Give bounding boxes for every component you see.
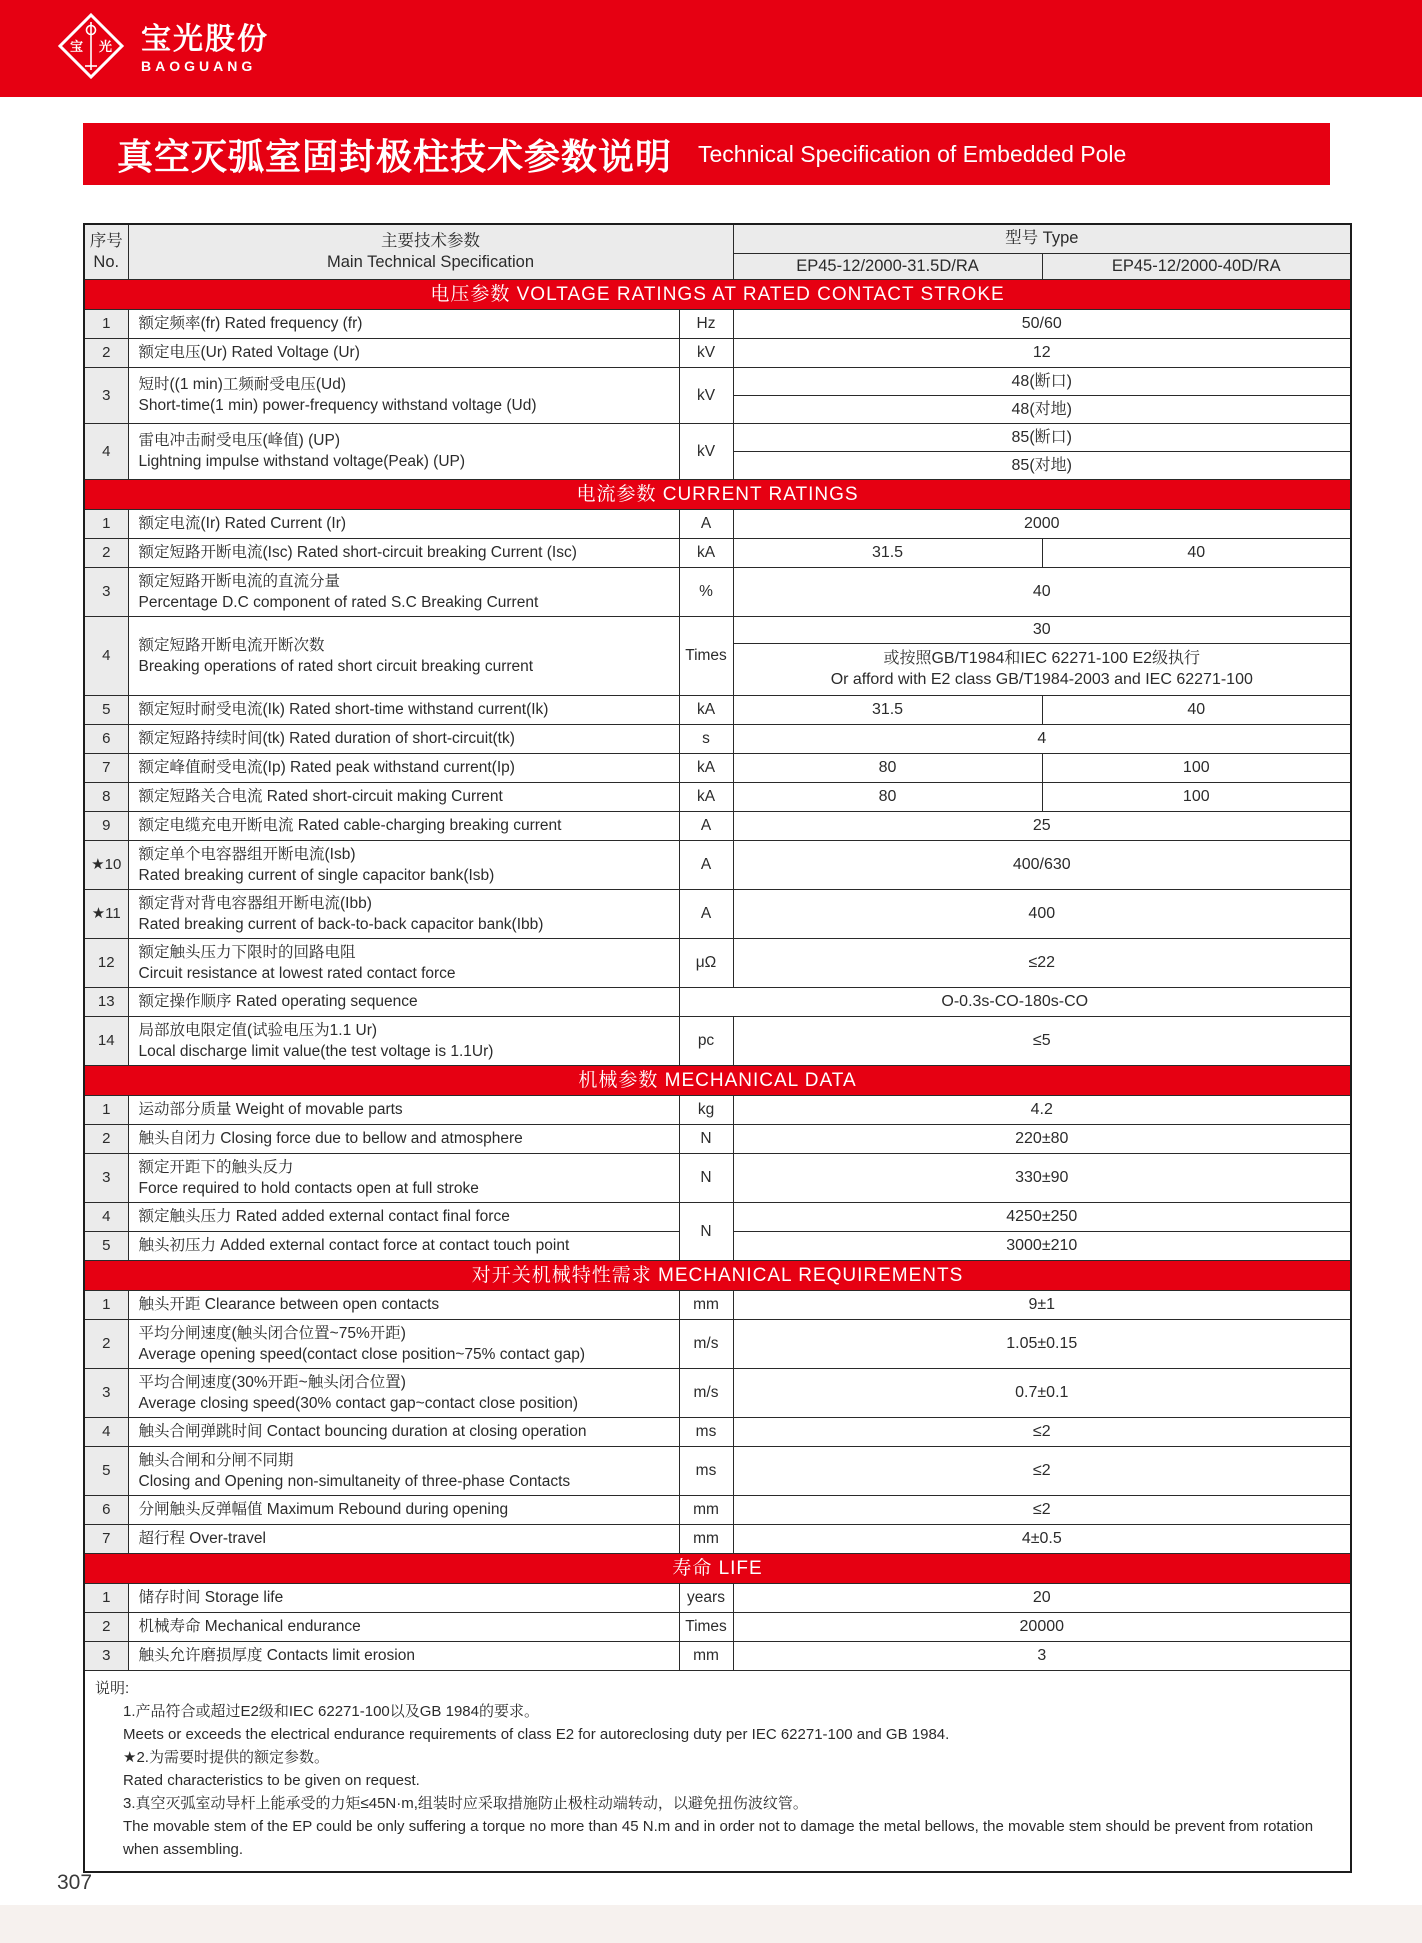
value: 20000	[733, 1612, 1351, 1641]
table-row	[84, 889, 1351, 938]
section-header-row	[84, 479, 1351, 509]
parameter-name: 超行程 Over-travel	[128, 1524, 679, 1553]
table-row	[84, 567, 1351, 616]
value: 2000	[733, 509, 1351, 538]
section-header: 机械参数 MECHANICAL DATA	[84, 1065, 1351, 1095]
parameter-name: 额定短路开断电流的直流分量 Percentage D.C component of rated S.C Breaking Current	[128, 567, 679, 616]
row-number: 1	[84, 1583, 128, 1612]
parameter-name: 触头允许磨损厚度 Contacts limit erosion	[128, 1641, 679, 1670]
parameter-name: 额定短路持续时间(tk) Rated duration of short-circuit(tk)	[128, 724, 679, 753]
value: 85(对地)	[733, 451, 1351, 479]
row-number: 3	[84, 1368, 128, 1417]
row-number: 3	[84, 1641, 128, 1670]
table-row	[84, 1583, 1351, 1612]
table-row	[84, 1290, 1351, 1319]
note-line: 1.产品符合或超过E2级和IEC 62271-100以及GB 1984的要求。	[123, 1702, 539, 1720]
table-row	[84, 338, 1351, 367]
table-row	[84, 509, 1351, 538]
footer-bar	[0, 1905, 1422, 1943]
table-row	[84, 1641, 1351, 1670]
row-number: 2	[84, 338, 128, 367]
row-number: 8	[84, 782, 128, 811]
parameter-name: 额定峰值耐受电流(Ip) Rated peak withstand current(Ip)	[128, 753, 679, 782]
table-row	[84, 938, 1351, 987]
unit: kA	[679, 695, 733, 724]
table-row	[84, 782, 1351, 811]
row-number: 2	[84, 1319, 128, 1368]
table-row	[84, 840, 1351, 889]
table-row	[84, 1124, 1351, 1153]
row-number: 5	[84, 1231, 128, 1260]
parameter-name: 机械寿命 Mechanical endurance	[128, 1612, 679, 1641]
row-number: 4	[84, 423, 128, 479]
spec-table	[83, 223, 1352, 1873]
value: 85(断口)	[733, 423, 1351, 451]
row-number: ★11	[84, 889, 128, 938]
row-number: 7	[84, 753, 128, 782]
unit: N	[679, 1153, 733, 1202]
value: ≤2	[733, 1417, 1351, 1446]
table-row	[84, 987, 1351, 1016]
table-row	[84, 1319, 1351, 1368]
unit: kA	[679, 753, 733, 782]
unit: m/s	[679, 1368, 733, 1417]
note-line: 3.真空灭弧室动导杆上能承受的力矩≤45N·m,组装时应采取措施防止极柱动端转动，以避免扭伤波纹管。	[123, 1794, 808, 1812]
value: 31.5	[733, 695, 1042, 724]
table-row	[84, 1524, 1351, 1553]
parameter-name: 平均分闸速度(触头闭合位置~75%开距) Average opening speed(contact close position~75% contact gap)	[128, 1319, 679, 1368]
parameter-name: 额定操作顺序 Rated operating sequence	[128, 987, 679, 1016]
unit: kV	[679, 367, 733, 423]
parameter-name: 额定电缆充电开断电流 Rated cable-charging breaking current	[128, 811, 679, 840]
section-header: 对开关机械特性需求 MECHANICAL REQUIREMENTS	[84, 1260, 1351, 1290]
unit: A	[679, 811, 733, 840]
unit: mm	[679, 1641, 733, 1670]
table-row	[84, 616, 1351, 643]
table-row	[84, 1446, 1351, 1495]
value: 50/60	[733, 309, 1351, 338]
parameter-name: 平均合闸速度(30%开距~触头闭合位置) Average closing speed(30% contact gap~contact close position)	[128, 1368, 679, 1417]
page-number: 307	[57, 1871, 93, 1894]
table-row	[84, 309, 1351, 338]
table-row	[84, 367, 1351, 395]
unit: m/s	[679, 1319, 733, 1368]
value: 9±1	[733, 1290, 1351, 1319]
parameter-name: 额定单个电容器组开断电流(Isb) Rated breaking current of single capacitor bank(Isb)	[128, 840, 679, 889]
unit: mm	[679, 1290, 733, 1319]
table-row	[84, 1417, 1351, 1446]
row-number: 6	[84, 1495, 128, 1524]
unit: pc	[679, 1016, 733, 1065]
value: ≤2	[733, 1446, 1351, 1495]
value: 100	[1042, 782, 1351, 811]
parameter-name: 储存时间 Storage life	[128, 1583, 679, 1612]
brand-name-cn: 宝光股份	[141, 22, 269, 56]
note-line: Rated characteristics to be given on request.	[123, 1771, 420, 1789]
brand-name-en: BAOGUANG	[141, 57, 257, 74]
table-row	[84, 1016, 1351, 1065]
unit: kg	[679, 1095, 733, 1124]
value: 330±90	[733, 1153, 1351, 1202]
value: 30	[733, 616, 1351, 643]
parameter-name: 额定开距下的触头反力 Force required to hold contacts open at full stroke	[128, 1153, 679, 1202]
value: 4±0.5	[733, 1524, 1351, 1553]
unit: N	[679, 1124, 733, 1153]
row-number: 3	[84, 567, 128, 616]
parameter-name: 额定短路关合电流 Rated short-circuit making Current	[128, 782, 679, 811]
top-brand-band	[0, 0, 1422, 97]
value: 20	[733, 1583, 1351, 1612]
note-line: ★2.为需要时提供的额定参数。	[123, 1748, 329, 1766]
row-number: 7	[84, 1524, 128, 1553]
value: 80	[733, 753, 1042, 782]
col-header-param-en: Main Technical Specification	[327, 252, 534, 271]
value: 12	[733, 338, 1351, 367]
col-header-no	[84, 224, 128, 279]
type-column-2: EP45-12/2000-40D/RA	[1042, 253, 1351, 279]
parameter-name: 额定电压(Ur) Rated Voltage (Ur)	[128, 338, 679, 367]
value: 40	[1042, 538, 1351, 567]
value: 48(对地)	[733, 395, 1351, 423]
section-header-row	[84, 1260, 1351, 1290]
parameter-name: 触头开距 Clearance between open contacts	[128, 1290, 679, 1319]
parameter-name: 触头初压力 Added external contact force at contact touch point	[128, 1231, 679, 1260]
row-number: 3	[84, 1153, 128, 1202]
col-header-param-cn: 主要技术参数	[381, 231, 480, 250]
value: 220±80	[733, 1124, 1351, 1153]
unit: %	[679, 567, 733, 616]
col-header-type: 型号 Type	[733, 224, 1351, 253]
parameter-name: 短时((1 min)工频耐受电压(Ud) Short-time(1 min) power-frequency withstand voltage (Ud)	[128, 367, 679, 423]
spec-table-header	[84, 224, 1351, 279]
unit: s	[679, 724, 733, 753]
table-row	[84, 1495, 1351, 1524]
parameter-name: 局部放电限定值(试验电压为1.1 Ur) Local discharge limit value(the test voltage is 1.1Ur)	[128, 1016, 679, 1065]
row-number: 1	[84, 509, 128, 538]
unit: kV	[679, 423, 733, 479]
col-header-param	[128, 224, 733, 279]
table-row	[84, 423, 1351, 451]
row-number: 13	[84, 987, 128, 1016]
row-number: 1	[84, 1290, 128, 1319]
section-header: 电流参数 CURRENT RATINGS	[84, 479, 1351, 509]
page-title-en: Technical Specification of Embedded Pole	[698, 140, 1127, 167]
notes-cell	[84, 1670, 1351, 1872]
parameter-name: 分闸触头反弹幅值 Maximum Rebound during opening	[128, 1495, 679, 1524]
value: 4250±250	[733, 1202, 1351, 1231]
unit: ms	[679, 1446, 733, 1495]
unit: mm	[679, 1524, 733, 1553]
row-number: ★10	[84, 840, 128, 889]
section-header-row	[84, 1065, 1351, 1095]
row-number: 4	[84, 1417, 128, 1446]
unit: N	[679, 1202, 733, 1260]
row-number: 4	[84, 1202, 128, 1231]
row-number: 5	[84, 695, 128, 724]
parameter-name: 额定频率(fr) Rated frequency (fr)	[128, 309, 679, 338]
table-row	[84, 1153, 1351, 1202]
unit: μΩ	[679, 938, 733, 987]
value: 4.2	[733, 1095, 1351, 1124]
value: 0.7±0.1	[733, 1368, 1351, 1417]
svg-text:宝: 宝	[70, 39, 84, 54]
table-row	[84, 1368, 1351, 1417]
title-bar	[83, 123, 1330, 185]
unit: A	[679, 840, 733, 889]
section-header: 寿命 LIFE	[84, 1553, 1351, 1583]
value: 或按照GB/T1984和IEC 62271-100 E2级执行 Or afford with E2 class GB/T1984-2003 and IEC 62271-100	[733, 643, 1351, 695]
value: 25	[733, 811, 1351, 840]
parameter-name: 额定电流(Ir) Rated Current (Ir)	[128, 509, 679, 538]
unit: Times	[679, 1612, 733, 1641]
parameter-name: 触头合闸弹跳时间 Contact bouncing duration at closing operation	[128, 1417, 679, 1446]
parameter-name: 额定触头压力 Rated added external contact final force	[128, 1202, 679, 1231]
parameter-name: 额定短时耐受电流(Ik) Rated short-time withstand current(Ik)	[128, 695, 679, 724]
parameter-name: 触头自闭力 Closing force due to bellow and atmosphere	[128, 1124, 679, 1153]
unit: kA	[679, 538, 733, 567]
parameter-name: 触头合闸和分闸不同期 Closing and Opening non-simultaneity of three-phase Contacts	[128, 1446, 679, 1495]
value: O-0.3s-CO-180s-CO	[679, 987, 1351, 1016]
value: 31.5	[733, 538, 1042, 567]
row-number: 14	[84, 1016, 128, 1065]
note-line: The movable stem of the EP could be only suffering a torque no more than 45 N.m and in order not to damage the metal bellows, the movable stem should be prevent from rotation when assembling.	[123, 1817, 1314, 1858]
value: ≤22	[733, 938, 1351, 987]
unit: years	[679, 1583, 733, 1612]
value: 48(断口)	[733, 367, 1351, 395]
parameter-name: 额定短路开断电流开断次数 Breaking operations of rated short circuit breaking current	[128, 616, 679, 695]
notes-row	[84, 1670, 1351, 1872]
unit: A	[679, 509, 733, 538]
value: 1.05±0.15	[733, 1319, 1351, 1368]
unit: Hz	[679, 309, 733, 338]
value: 40	[1042, 695, 1351, 724]
unit: kA	[679, 782, 733, 811]
parameter-name: 运动部分质量 Weight of movable parts	[128, 1095, 679, 1124]
value: 100	[1042, 753, 1351, 782]
value: 40	[733, 567, 1351, 616]
value: 3000±210	[733, 1231, 1351, 1260]
page-title-cn: 真空灭弧室固封极柱技术参数说明	[117, 135, 673, 177]
row-number: 6	[84, 724, 128, 753]
unit: mm	[679, 1495, 733, 1524]
section-header-row	[84, 279, 1351, 309]
value: 3	[733, 1641, 1351, 1670]
col-header-no-cn: 序号	[89, 231, 123, 250]
parameter-name: 额定背对背电容器组开断电流(Ibb) Rated breaking current of back-to-back capacitor bank(Ibb)	[128, 889, 679, 938]
unit: A	[679, 889, 733, 938]
spec-table-wrap	[83, 223, 1422, 1873]
table-row	[84, 811, 1351, 840]
row-number: 4	[84, 616, 128, 695]
value: 4	[733, 724, 1351, 753]
section-header: 电压参数 VOLTAGE RATINGS AT RATED CONTACT STROKE	[84, 279, 1351, 309]
row-number: 9	[84, 811, 128, 840]
type-column-1: EP45-12/2000-31.5D/RA	[733, 253, 1042, 279]
table-row	[84, 724, 1351, 753]
row-number: 2	[84, 538, 128, 567]
table-row	[84, 1612, 1351, 1641]
unit: ms	[679, 1417, 733, 1446]
value: 80	[733, 782, 1042, 811]
row-number: 2	[84, 1124, 128, 1153]
notes-label: 说明:	[95, 1679, 130, 1697]
value: ≤5	[733, 1016, 1351, 1065]
parameter-name: 额定短路开断电流(Isc) Rated short-circuit breaking Current (Isc)	[128, 538, 679, 567]
svg-text:光: 光	[99, 39, 113, 54]
value: ≤2	[733, 1495, 1351, 1524]
notes-section	[84, 1670, 1351, 1872]
unit: kV	[679, 338, 733, 367]
row-number: 1	[84, 1095, 128, 1124]
row-number: 3	[84, 367, 128, 423]
brand	[55, 10, 269, 87]
table-row	[84, 1202, 1351, 1231]
row-number: 12	[84, 938, 128, 987]
spec-table-body	[84, 279, 1351, 1670]
brand-name	[141, 24, 269, 74]
brand-logo-icon	[55, 10, 127, 87]
parameter-name: 额定触头压力下限时的回路电阻 Circuit resistance at lowest rated contact force	[128, 938, 679, 987]
parameter-name: 雷电冲击耐受电压(峰值) (UP) Lightning impulse withstand voltage(Peak) (UP)	[128, 423, 679, 479]
row-number: 5	[84, 1446, 128, 1495]
table-row	[84, 695, 1351, 724]
value: 400/630	[733, 840, 1351, 889]
table-row	[84, 1095, 1351, 1124]
row-number: 1	[84, 309, 128, 338]
unit: Times	[679, 616, 733, 695]
row-number: 2	[84, 1612, 128, 1641]
col-header-no-en: No.	[93, 252, 120, 271]
table-row	[84, 753, 1351, 782]
section-header-row	[84, 1553, 1351, 1583]
table-row	[84, 538, 1351, 567]
value: 400	[733, 889, 1351, 938]
note-line: Meets or exceeds the electrical endurance requirements of class E2 for autoreclosing duty per IEC 62271-100 and GB 1984.	[123, 1725, 950, 1743]
